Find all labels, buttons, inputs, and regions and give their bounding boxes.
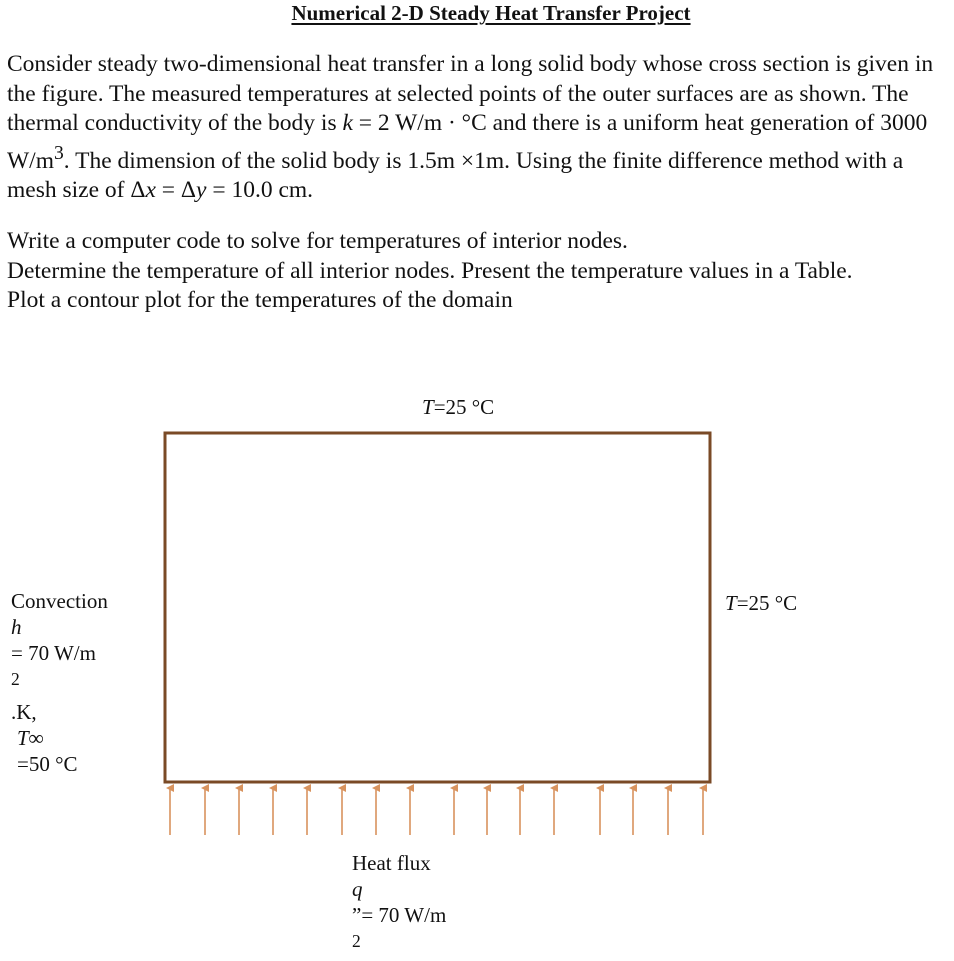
q-value: ”= 70 W/m xyxy=(352,903,447,927)
conductivity-symbol: k xyxy=(342,110,353,136)
tinf-symbol: T∞ xyxy=(17,726,44,750)
left-boundary-label xyxy=(11,588,108,777)
h-unit: .K, xyxy=(11,700,37,724)
mesh-size-text: = 10.0 cm. xyxy=(206,176,314,203)
top-boundary-label xyxy=(422,394,494,420)
ambient-temperature xyxy=(11,725,108,777)
top-temp-symbol: T xyxy=(422,395,434,419)
heat-flux-arrows xyxy=(170,788,703,835)
right-temp-symbol: T xyxy=(725,591,737,615)
h-value: = 70 W/m xyxy=(11,641,96,665)
right-boundary-label xyxy=(725,590,797,616)
convection-heading: Convection xyxy=(11,589,108,613)
right-temp-value: =25 °C xyxy=(736,591,798,615)
page-title: Numerical 2-D Steady Heat Transfer Project xyxy=(291,1,691,25)
statement-intro: Consider steady two-dimensional heat transfer in a long solid body whose cross section is given in the figure. The measured temperatures at selected points of the outer surfaces are as shown. The thermal conductivity of the body is xyxy=(7,51,934,136)
h-symbol: h xyxy=(11,615,22,639)
q-symbol: q xyxy=(352,877,363,901)
bottom-boundary-label xyxy=(352,850,446,961)
task-line-2: Determine the temperature of all interior nodes. Present the temperature values in a Table. xyxy=(7,257,853,284)
dx-symbol: x xyxy=(145,176,156,203)
dy-symbol: y xyxy=(196,176,207,203)
generation-exponent: 3 xyxy=(54,142,64,164)
heat-flux-heading: Heat flux xyxy=(352,851,431,875)
convection-coefficient xyxy=(11,614,108,725)
q-exponent: 2 xyxy=(352,931,361,951)
h-exponent: 2 xyxy=(11,669,20,689)
domain-boundary xyxy=(165,433,710,782)
task-line-3: Plot a contour plot for the temperatures of the domain xyxy=(7,287,513,313)
task-line-1: Write a computer code to solve for temperatures of interior nodes. xyxy=(7,228,628,254)
mesh-equals: = Δ xyxy=(155,176,197,203)
conductivity-text: = 2 W/m · °C and there is a uniform heat generation of 3000 W/m xyxy=(7,110,928,174)
tinf-value: =50 °C xyxy=(17,752,78,776)
heat-flux-value xyxy=(352,876,446,961)
top-temp-value: =25 °C xyxy=(433,395,495,419)
dimension-text: . The dimension of the solid body is 1.5m ×1m. Using the finite difference method with a mesh size of Δ xyxy=(7,147,904,203)
